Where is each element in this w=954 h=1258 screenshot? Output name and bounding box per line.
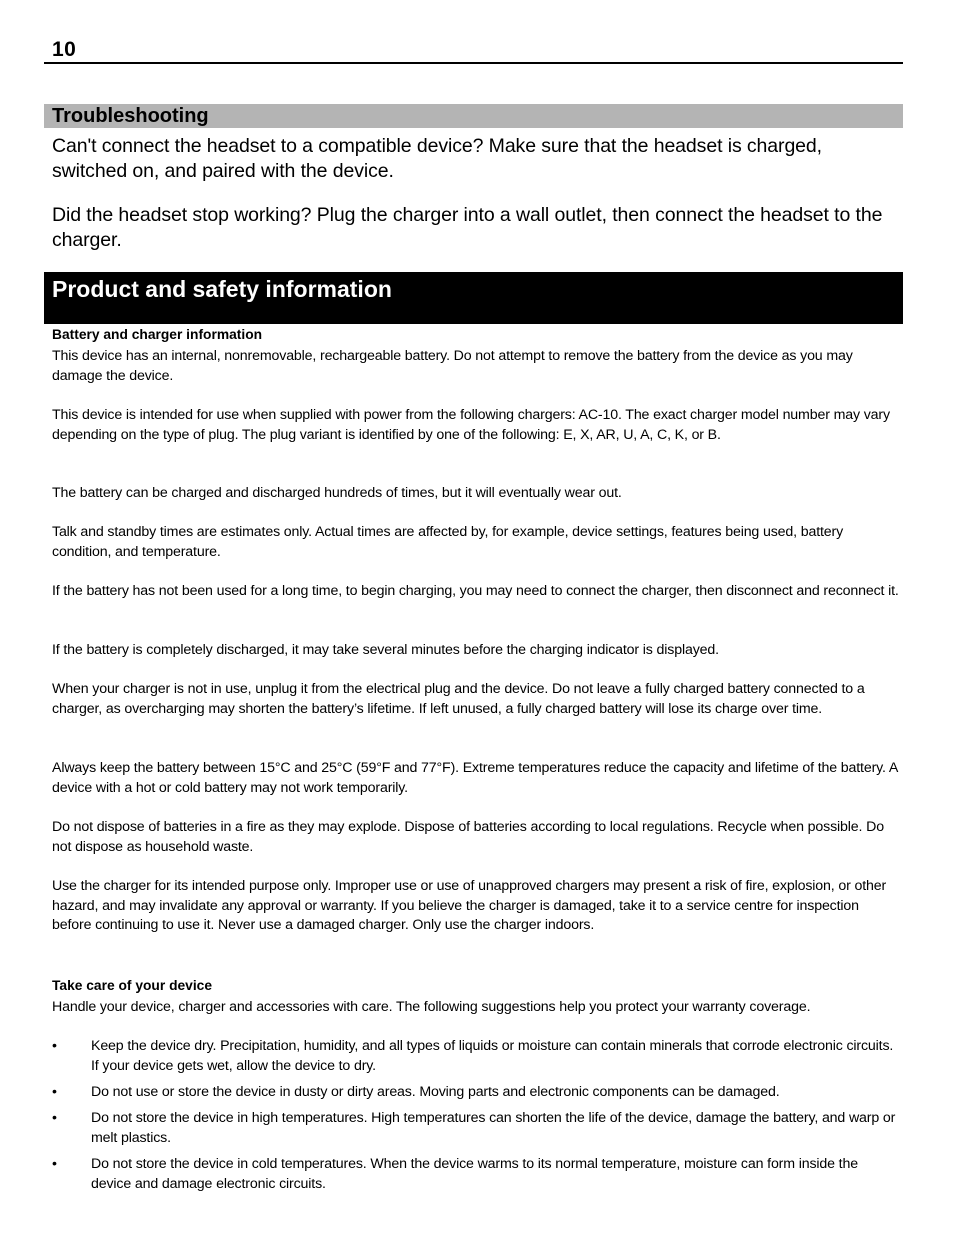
care-bullet: Keep the device dry. Precipitation, humidity, and all types of liquids or moisture can contain minerals that corrode electronic circuits. If your device gets wet, allow the device to dry. (91, 1038, 894, 1074)
battery-paragraph: This device is intended for use when supplied with power from the following chargers: AC-10. The exact charger model number may vary depending on the type of plug. The plug variant is identified by one of the following: E, X, AR, U, A, C, K, or B. (52, 407, 890, 443)
battery-paragraph: Use the charger for its intended purpose only. Improper use or use of unapproved chargers may present a risk of fire, explosion, or other hazard, and may invalidate any approval or warranty. If you believe the charger is damaged, take it to a service centre for inspection before continuing to use it. Never use a damaged charger. Only use the charger indoors. (52, 878, 887, 934)
battery-paragraph: Do not dispose of batteries in a fire as they may explode. Dispose of batteries according to local regulations. Recycle when possible. Do not dispose as household waste. (52, 819, 884, 855)
care-bullet: Do not store the device in high temperatures. High temperatures can shorten the life of the device, damage the battery, and warp or melt plastics. (91, 1110, 896, 1146)
bullet-marker: • (52, 1038, 57, 1054)
bullet-marker: • (52, 1084, 57, 1100)
battery-paragraph: The battery can be charged and discharged hundreds of times, but it will eventually wear out. (52, 485, 622, 501)
page-number: 10 (52, 38, 77, 61)
top-rule (44, 62, 903, 64)
battery-paragraph: When your charger is not in use, unplug it from the electrical plug and the device. Do not leave a fully charged battery connected to a charger, as overcharging may shorten the battery’s lifetime. If left unused, a fully charged battery will lose its charge over time. (52, 681, 865, 717)
bullet-marker: • (52, 1110, 57, 1126)
troubleshooting-paragraph: Did the headset stop working? Plug the charger into a wall outlet, then connect the headset to the charger. (52, 204, 883, 251)
care-bullet: Do not store the device in cold temperatures. When the device warms to its normal temperature, moisture can form inside the device and damage electronic circuits. (91, 1156, 858, 1192)
battery-paragraph: If the battery has not been used for a long time, to begin charging, you may need to connect the charger, then disconnect and reconnect it. (52, 583, 899, 599)
battery-paragraph: Talk and standby times are estimates only. Actual times are affected by, for example, device settings, features being used, battery condition, and temperature. (52, 524, 844, 560)
care-heading: Take care of your device (52, 978, 213, 993)
care-bullet: Do not use or store the device in dusty or dirty areas. Moving parts and electronic components can be damaged. (91, 1084, 780, 1100)
battery-paragraph: This device has an internal, nonremovable, rechargeable battery. Do not attempt to remove the battery from the device as you may damage the device. (52, 348, 853, 384)
care-intro: Handle your device, charger and accessories with care. The following suggestions help you protect your warranty coverage. (52, 999, 811, 1015)
battery-paragraph: If the battery is completely discharged, it may take several minutes before the charging indicator is displayed. (52, 642, 719, 658)
troubleshooting-paragraph: Can't connect the headset to a compatible device? Make sure that the headset is charged, switched on, and paired with the device. (52, 135, 822, 182)
troubleshooting-heading: Troubleshooting (52, 105, 209, 127)
battery-paragraph: Always keep the battery between 15°C and 25°C (59°F and 77°F). Extreme temperatures reduce the capacity and lifetime of the battery. A device with a hot or cold battery may not work temporarily. (52, 760, 898, 796)
section-title: Product and safety information (52, 276, 392, 302)
battery-heading: Battery and charger information (52, 327, 263, 342)
bullet-marker: • (52, 1156, 57, 1172)
